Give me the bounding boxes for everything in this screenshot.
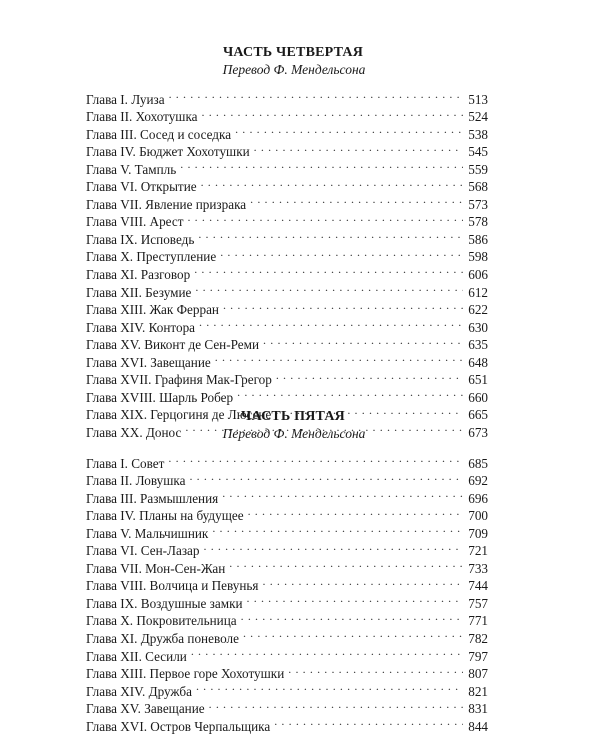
chapter-title: Глава XVI. Завещание [86, 354, 211, 370]
dot-leader [222, 485, 463, 503]
dot-leader [250, 191, 463, 209]
dot-leader [196, 678, 463, 696]
part-title: ЧАСТЬ ЧЕТВЕРТАЯ [222, 45, 364, 60]
chapter-title: Глава VI. Открытие [86, 179, 197, 195]
chapter-page-number: 573 [468, 196, 488, 212]
dot-leader [229, 555, 463, 573]
chapter-page-number: 696 [468, 490, 488, 506]
chapter-title: Глава XX. Донос [86, 424, 182, 440]
dot-leader [201, 174, 463, 192]
chapter-title: Глава I. Луиза [86, 91, 165, 107]
part-title: ЧАСТЬ ПЯТАЯ [241, 409, 345, 424]
chapter-title: Глава I. Совет [86, 455, 165, 471]
part-four-section [86, 44, 488, 440]
dot-leader [263, 332, 463, 350]
dot-leader [235, 121, 463, 139]
chapter-title: Глава X. Преступление [86, 249, 217, 265]
chapter-page-number: 578 [468, 214, 488, 230]
dot-leader [274, 713, 463, 731]
chapter-page-number: 771 [468, 613, 488, 629]
dot-leader [199, 314, 463, 332]
chapter-title: Глава IV. Бюджет Хохотушки [86, 144, 250, 160]
chapter-title: Глава XVII. Графиня Мак-Грегор [86, 372, 272, 388]
chapter-title: Глава XII. Безумие [86, 284, 192, 300]
dot-leader [215, 349, 463, 367]
chapter-title: Глава X. Покровительница [86, 613, 237, 629]
chapter-page-number: 665 [468, 407, 488, 423]
toc-entry [86, 450, 488, 471]
dot-leader [241, 608, 463, 626]
chapter-title: Глава XIX. Герцогиня де Люсене [86, 407, 272, 423]
chapter-page-number: 844 [468, 718, 488, 734]
dot-leader [180, 156, 463, 174]
chapter-page-number: 612 [468, 284, 488, 300]
dot-leader [263, 573, 464, 591]
chapter-page-number: 598 [468, 249, 488, 265]
chapter-title: Глава IX. Воздушные замки [86, 595, 243, 611]
chapter-page-number: 673 [468, 424, 488, 440]
part-five-section [86, 408, 488, 734]
chapter-title: Глава VI. Сен-Лазар [86, 543, 200, 559]
part-subtitle: Перевод Ф. Мендельсона [222, 62, 366, 77]
dot-leader [168, 450, 463, 468]
dot-leader [288, 661, 463, 679]
chapter-title: Глава V. Мальчишник [86, 525, 209, 541]
chapter-page-number: 606 [468, 267, 488, 283]
chapter-page-number: 692 [468, 473, 488, 489]
dot-leader [243, 625, 463, 643]
chapter-title: Глава XV. Завещание [86, 701, 205, 717]
chapter-list [86, 86, 488, 440]
chapter-title: Глава III. Сосед и соседка [86, 126, 232, 142]
chapter-title: Глава VIII. Арест [86, 214, 184, 230]
chapter-title: Глава IV. Планы на будущее [86, 508, 244, 524]
chapter-title: Глава III. Размышления [86, 490, 219, 506]
chapter-page-number: 831 [468, 701, 488, 717]
chapter-title: Глава II. Ловушка [86, 473, 186, 489]
chapter-page-number: 635 [468, 337, 488, 353]
chapter-page-number: 545 [468, 144, 488, 160]
dot-leader [212, 520, 463, 538]
chapter-page-number: 660 [468, 389, 488, 405]
chapter-title: Глава V. Тампль [86, 161, 177, 177]
dot-leader [276, 367, 463, 385]
chapter-page-number: 622 [468, 302, 488, 318]
chapter-page-number: 524 [468, 109, 488, 125]
chapter-title: Глава VII. Мон-Сен-Жан [86, 560, 226, 576]
chapter-page-number: 559 [468, 161, 488, 177]
chapter-page-number: 782 [468, 631, 488, 647]
chapter-page-number: 700 [468, 508, 488, 524]
chapter-title: Глава XI. Дружба поневоле [86, 631, 239, 647]
chapter-title: Глава XV. Виконт де Сен-Реми [86, 337, 260, 353]
toc-entry [86, 86, 488, 107]
dot-leader [237, 384, 463, 402]
chapter-page-number: 685 [468, 455, 488, 471]
chapter-page-number: 821 [468, 683, 488, 699]
chapter-page-number: 651 [468, 372, 488, 388]
chapter-page-number: 721 [468, 543, 488, 559]
chapter-list [86, 450, 488, 734]
chapter-title: Глава XIII. Жак Ферран [86, 302, 219, 318]
dot-leader [194, 261, 463, 279]
chapter-title: Глава XIV. Дружба [86, 683, 192, 699]
chapter-title: Глава IX. Исповедь [86, 231, 195, 247]
chapter-page-number: 757 [468, 595, 488, 611]
chapter-page-number: 733 [468, 560, 488, 576]
chapter-page-number: 797 [468, 648, 488, 664]
chapter-page-number: 807 [468, 666, 488, 682]
dot-leader [195, 279, 463, 297]
chapter-page-number: 630 [468, 319, 488, 335]
chapter-page-number: 538 [468, 126, 488, 142]
chapter-title: Глава XVIII. Шарль Робер [86, 389, 234, 405]
dot-leader [209, 696, 463, 714]
dot-leader [254, 139, 463, 157]
dot-leader [223, 297, 463, 315]
chapter-title: Глава XII. Сесили [86, 648, 187, 664]
part-subtitle: Перевод Ф. Мендельсона [222, 426, 366, 441]
dot-leader [248, 503, 463, 521]
chapter-title: Глава XIII. Первое горе Хохотушки [86, 666, 285, 682]
chapter-page-number: 513 [468, 91, 488, 107]
chapter-title: Глава VIII. Волчица и Певунья [86, 578, 259, 594]
chapter-title: Глава II. Хохотушка [86, 109, 198, 125]
dot-leader [189, 468, 463, 486]
chapter-title: Глава XI. Разговор [86, 267, 191, 283]
chapter-page-number: 648 [468, 354, 488, 370]
dot-leader [220, 244, 463, 262]
dot-leader [187, 209, 463, 227]
chapter-title: Глава XIV. Контора [86, 319, 196, 335]
dot-leader [204, 538, 464, 556]
chapter-page-number: 709 [468, 525, 488, 541]
dot-leader [198, 226, 463, 244]
dot-leader [191, 643, 463, 661]
chapter-page-number: 744 [468, 578, 488, 594]
chapter-title: Глава VII. Явление призрака [86, 196, 247, 212]
chapter-page-number: 568 [468, 179, 488, 195]
dot-leader [202, 104, 463, 122]
chapter-page-number: 586 [468, 231, 488, 247]
dot-leader [247, 590, 463, 608]
chapter-title: Глава XVI. Остров Черпальщика [86, 718, 271, 734]
dot-leader [169, 86, 463, 104]
